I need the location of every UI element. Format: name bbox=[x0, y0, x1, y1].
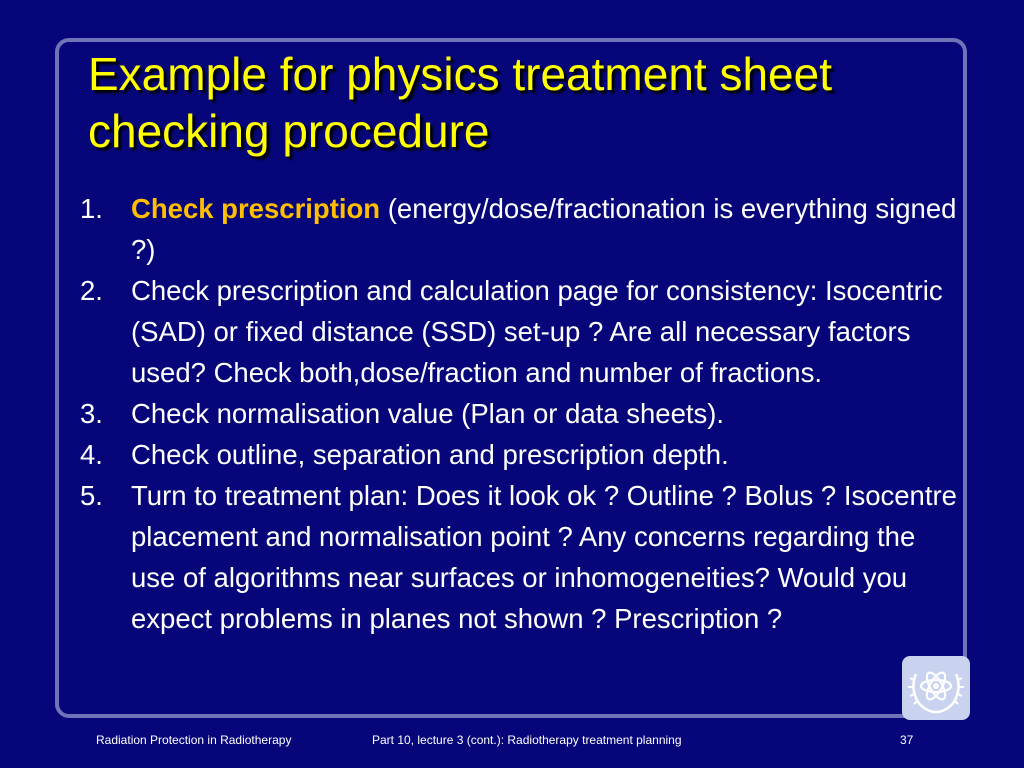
item-text: Check normalisation value (Plan or data sheets). bbox=[131, 398, 725, 429]
list-item bbox=[80, 188, 960, 270]
item-text: Check prescription and calculation page for consistency: Isocentric (SAD) or fixed distance (SSD) set-up ? Are all necessary factors used? Check both,dose/fraction and number of fractions. bbox=[131, 275, 943, 388]
list-item bbox=[80, 393, 960, 434]
item-text: Turn to treatment plan: Does it look ok ? Outline ? Bolus ? Isocentre placement and normalisation point ? Any concerns regarding the use of algorithms near surfaces or inhomogeneities? Would you expect problems in planes not shown ? Prescription ? bbox=[131, 480, 957, 634]
item-number: 3. bbox=[80, 398, 103, 429]
item-emphasis: Check prescription bbox=[131, 193, 381, 224]
iaea-atom-logo-icon bbox=[902, 656, 970, 720]
footer-lecture: Part 10, lecture 3 (cont.): Radiotherapy treatment planning bbox=[372, 733, 682, 747]
list-item bbox=[80, 475, 960, 639]
item-number: 5. bbox=[80, 480, 103, 511]
item-text: Check outline, separation and prescription depth. bbox=[131, 439, 729, 470]
list-item bbox=[80, 434, 960, 475]
item-number: 1. bbox=[80, 193, 103, 224]
slide-title: Example for physics treatment sheet checking procedure bbox=[88, 48, 832, 157]
footer-page-number: 37 bbox=[900, 733, 914, 747]
item-number: 2. bbox=[80, 275, 103, 306]
item-text: (energy/dose/fractionation is everything signed ?) bbox=[131, 193, 957, 265]
item-number: 4. bbox=[80, 439, 103, 470]
list-item bbox=[80, 270, 960, 393]
footer-course: Radiation Protection in Radiotherapy bbox=[96, 733, 292, 747]
atom-icon bbox=[902, 656, 970, 720]
checklist bbox=[80, 188, 960, 639]
